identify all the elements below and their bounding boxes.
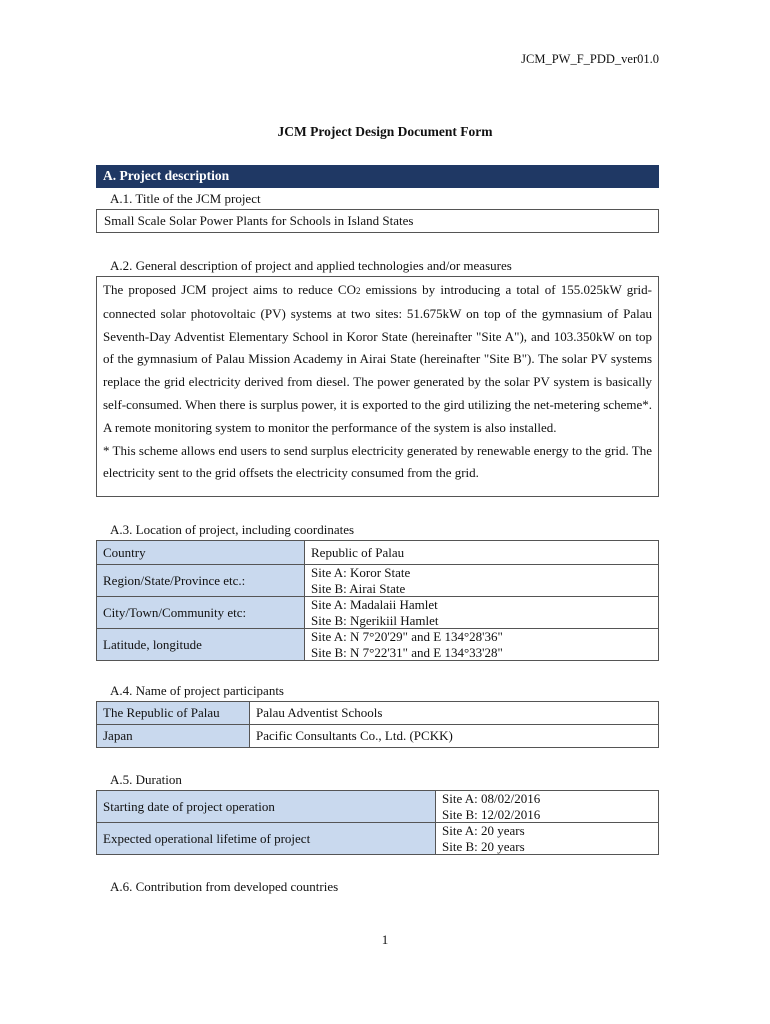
- a5-duration-table: [96, 790, 659, 855]
- a4-party-label: The Republic of Palau: [97, 702, 250, 725]
- a2-note: * This scheme allows end users to send surplus electricity generated by renewable energy to the grid. The electricity sent to the grid offsets the electricity consumed from the grid.: [103, 442, 652, 481]
- a2-text-post: emissions by introducing a total of 155.025kW grid-connected solar photovoltaic (PV) systems at two sites: 51.675kW on top of the gymnasium of Palau Seventh-Day Adventist Elementary School in Koror State (hereinafter "Site A"), and 103.350kW on top of the gymnasium of Palau Mission Academy in Airai State (hereinafter "Site B"). The solar PV systems replace the grid electricity derived from diesel. The power generated by the solar PV system is basically self-consumed. When there is surplus power, it is exported to the gird utilizing the net-metering scheme*. A remote monitoring system to monitor the performance of the system is also installed.: [103, 282, 652, 435]
- a4-japan-label: Japan: [97, 725, 250, 748]
- table-row: [97, 823, 659, 855]
- a5-label: A.5. Duration: [110, 772, 182, 787]
- a5-lifetime-label: Expected operational lifetime of project: [97, 823, 436, 855]
- a5-lifetime-site-a: Site A: 20 years: [442, 823, 525, 838]
- a6-label: A.6. Contribution from developed countries: [110, 879, 339, 894]
- a4-party-value: Palau Adventist Schools: [250, 702, 659, 725]
- table-row: [97, 541, 659, 565]
- table-row: [97, 597, 659, 629]
- a1-label: A.1. Title of the JCM project: [110, 191, 261, 206]
- section-a-heading: A. Project description: [96, 165, 659, 188]
- table-row: [97, 725, 659, 748]
- a3-city-site-b: Site B: Ngerikiil Hamlet: [311, 612, 439, 628]
- a5-lifetime-value: [436, 823, 659, 855]
- a4-japan-value: Pacific Consultants Co., Ltd. (PCKK): [250, 725, 659, 748]
- a2-description: [96, 276, 659, 497]
- a2-label: A.2. General description of project and applied technologies and/or measures: [110, 258, 512, 273]
- a3-label: A.3. Location of project, including coordinates: [110, 522, 355, 537]
- a3-region-site-a: Site A: Koror State: [311, 565, 411, 580]
- a2-text-pre: The proposed JCM project aims to reduce CO: [103, 282, 356, 297]
- a3-country-label: Country: [97, 541, 305, 565]
- a2-text-subscript: 2: [355, 286, 361, 296]
- a3-city-value: [305, 597, 659, 629]
- a3-latlong-site-a: Site A: N 7°20'29" and E 134°28'36": [311, 629, 503, 644]
- table-row: [97, 791, 659, 823]
- a3-region-site-b: Site B: Airai State: [311, 580, 406, 596]
- a3-country-value: Republic of Palau: [305, 541, 659, 565]
- a5-start-site-a: Site A: 08/02/2016: [442, 791, 541, 806]
- a3-latlong-label: Latitude, longitude: [97, 629, 305, 661]
- a3-location-table: [96, 540, 659, 661]
- a2-description-text: [103, 279, 652, 440]
- table-row: [97, 702, 659, 725]
- a3-latlong-value: [305, 629, 659, 661]
- page-number: 1: [381, 932, 389, 947]
- a5-start-site-b: Site B: 12/02/2016: [442, 806, 541, 822]
- a5-lifetime-site-b: Site B: 20 years: [442, 838, 525, 854]
- document-id: JCM_PW_F_PDD_ver01.0: [521, 52, 659, 66]
- a5-start-date-value: [436, 791, 659, 823]
- a3-latlong-site-b: Site B: N 7°22'31" and E 134°33'28": [311, 644, 503, 660]
- a3-city-label: City/Town/Community etc:: [97, 597, 305, 629]
- a3-region-value: [305, 565, 659, 597]
- a4-label: A.4. Name of project participants: [110, 683, 284, 698]
- a4-participants-table: [96, 701, 659, 748]
- table-row: [97, 565, 659, 597]
- a1-project-title: Small Scale Solar Power Plants for Schools in Island States: [96, 209, 659, 233]
- a3-region-label: Region/State/Province etc.:: [97, 565, 305, 597]
- a5-start-date-label: Starting date of project operation: [97, 791, 436, 823]
- page-title: JCM Project Design Document Form: [277, 124, 493, 139]
- table-row: [97, 629, 659, 661]
- a3-city-site-a: Site A: Madalaii Hamlet: [311, 597, 438, 612]
